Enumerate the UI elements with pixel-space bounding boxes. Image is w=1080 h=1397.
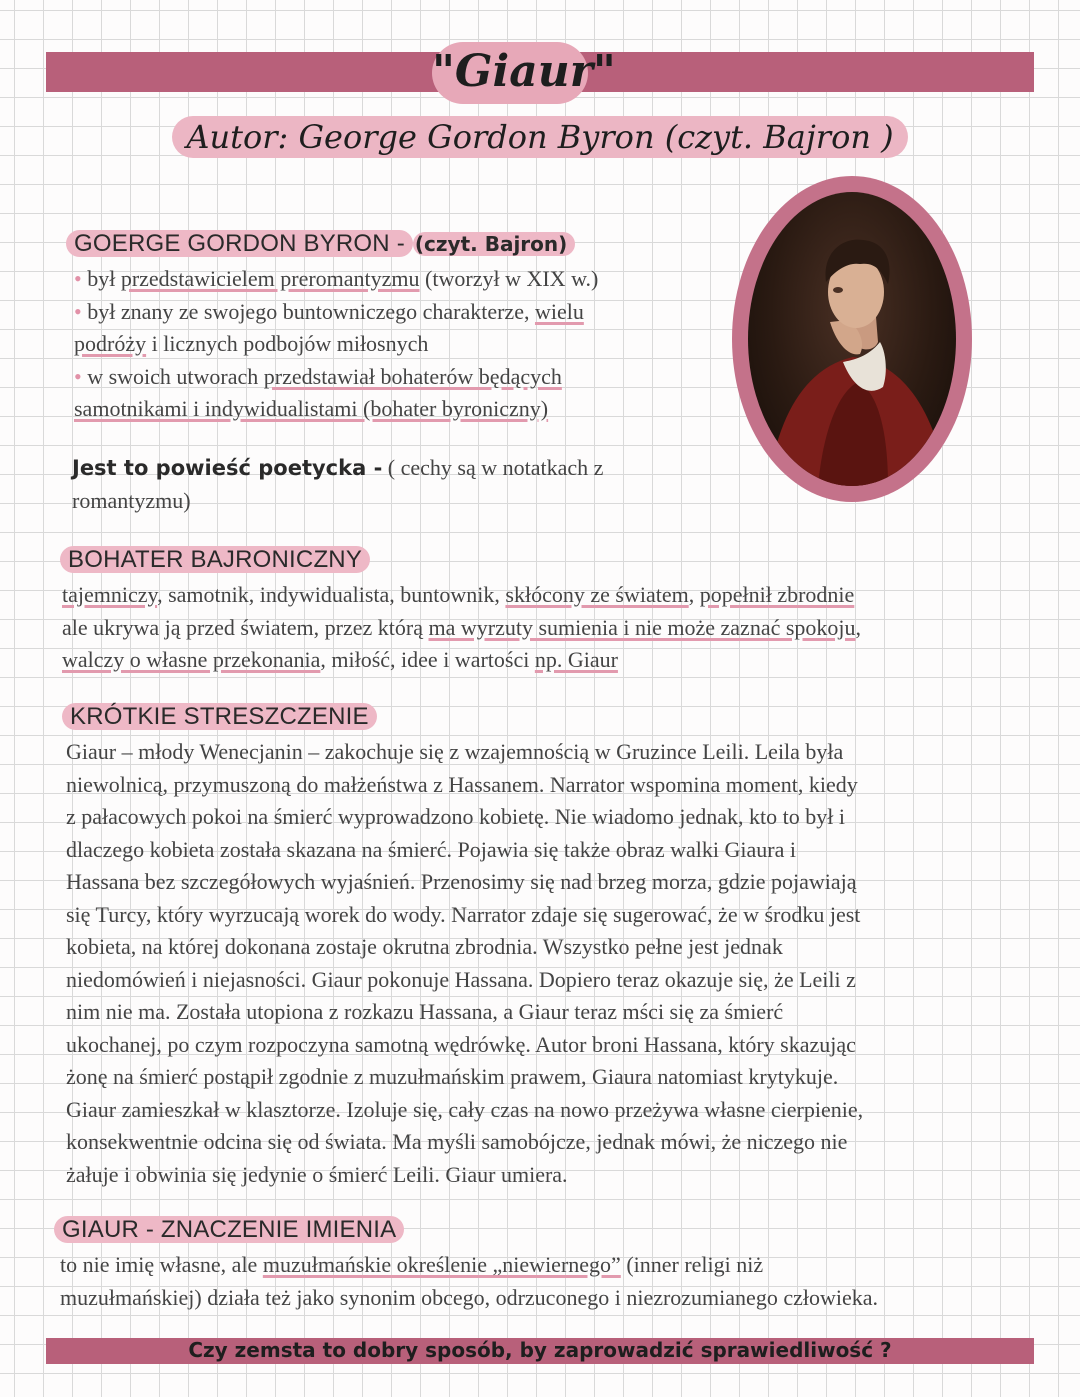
genre-note-text: ( cechy są w notatkach z [382,455,604,480]
hero-section [60,544,1020,677]
summary-line: się Turcy, który wyrzucają worek do wody. Narrator zdaje się sugerować, że w środku jest [66,901,861,927]
summary-line: żałuje i obwinia się jedynie o śmierć Leili. Giaur umiera. [66,1161,568,1187]
hero-line-2: ale ukrywa ją przed światem, przez którą ma wyrzuty sumienia i nie może zaznać spokoju, [62,614,862,640]
summary-line: Hassana bez szczegółowych wyjaśnień. Przenosimy się nad brzeg morza, gdzie pojawiają [66,869,857,894]
page-title: "Giaur" [432,42,588,104]
subtitle [0,118,1080,156]
name-meaning-section [54,1214,1034,1314]
summary-line: Giaur zamieszkał w klasztorze. Izoluje się, cały czas na nowo przeżywa własne cierpienie, [66,1096,864,1122]
hero-line-1: tajemniczy, samotnik, indywidualista, buntownik, skłócony ze światem, popełnił zbrodnie [62,582,855,607]
author-bullet-1: • był przedstawicielem preromantyzmu (tworzył w XIX w.) [74,266,599,291]
closing-question: Czy zemsta to dobry sposób, by zaprowadzić sprawiedliwość ? [188,1338,892,1362]
hero-line-3: walczy o własne przekonania, miłość, idee i wartości np. Giaur [62,647,618,672]
genre-note-text-2: romantyzmu) [72,487,191,513]
author-heading-note: (czyt. Bajron) [413,232,575,256]
author-section [66,228,746,426]
genre-label: Jest to powieść poetycka - [72,456,383,480]
name-heading: GIAUR - ZNACZENIE IMIENIA [54,1216,404,1243]
summary-line: niedomówień i niejasności. Giaur pokonuje Hassana. Dopiero teraz okazuje się, że Leili z [66,966,856,992]
summary-section [62,701,1032,1191]
author-heading: GOERGE GORDON BYRON - [66,230,413,257]
summary-line: niewolnicą, przymuszoną do małżeństwa z Hassanem. Narrator wspomina moment, kiedy [66,771,858,797]
summary-line: ukochanej, po czym rozpoczyna samotną wędrówkę. Autor broni Hassana, który skazując [66,1031,856,1057]
summary-line: nim nie ma. Została utopiona z rozkazu Hassana, a Giaur teraz mści się za śmierć [66,999,784,1024]
summary-line: konsekwentnie odcina się od świata. Ma myśli samobójcze, jednak mówi, że niczego nie [66,1129,848,1154]
hero-heading: BOHATER BAJRONICZNY [60,546,370,573]
genre-note [72,452,752,517]
byron-portrait [748,192,956,486]
summary-line: żonę na śmierć postąpił zgodnie z muzułmańskim prawem, Giaura natomiast krytykuje. [66,1064,839,1089]
name-line-2: muzułmańskiej) działa też jako synonim obcego, odrzuconego i niezrozumianego człowieka. [60,1284,878,1310]
summary-line: kobieta, na której dokonana zostaje okrutna zbrodnia. Wszystko pełne jest jednak [66,934,783,959]
summary-line: z pałacowych pokoi na śmierć wyprowadzono kobietę. Nie wiadomo jednak, kto to był i [66,804,845,829]
summary-line: dlaczego kobieta została skazana na śmierć. Pojawia się także obraz walki Giaura i [66,836,796,862]
portrait-frame [732,176,972,502]
summary-body [62,736,1032,1191]
author-bullet-3: • w swoich utworach przedstawiał bohaterów będących samotnikami i indywidualistami (bohater byroniczny) [74,363,562,421]
name-line-1: to nie imię własne, ale muzułmańskie określenie „niewiernego” (inner religi niż [60,1252,764,1277]
summary-heading: KRÓTKIE STRESZCZENIE [62,703,377,730]
author-bullet-2: • był znany ze swojego buntowniczego charakterze, wielu podróży i licznych podbojów miłosnych [74,298,584,356]
subtitle-text: Autor: George Gordon Byron (czyt. Bajron ) [172,116,907,158]
summary-line: Giaur – młody Wenecjanin – zakochuje się z wzajemnością w Gruzince Leili. Leila była [66,739,844,764]
